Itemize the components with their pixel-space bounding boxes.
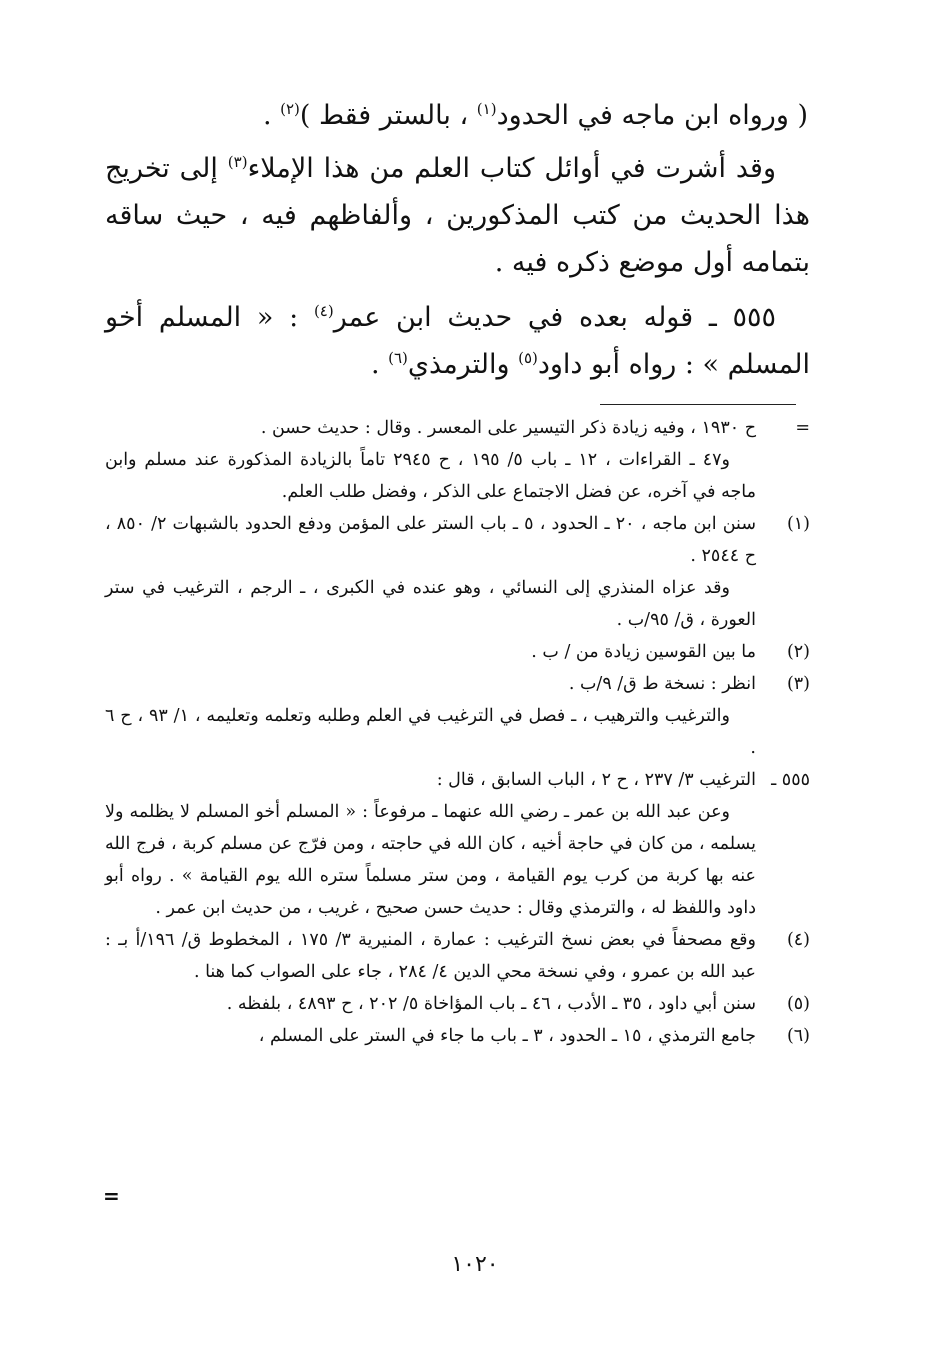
main-text-segment: ٥٥٥ ـ قوله بعده في حديث ابن عمر — [333, 302, 777, 333]
footnote-number: (٣) — [786, 674, 810, 694]
footnote-text: ح ١٩٣٠ ، وفيه زيادة ذكر التيسير على المعسر . وقال : حديث حسن . — [260, 418, 756, 438]
footnote-text: ما بين القوسين زيادة من / ب . — [531, 642, 756, 662]
footnote-ref-2: (٢) — [280, 100, 300, 118]
main-text-segment: . — [370, 349, 389, 380]
continuation-mark: = — [795, 418, 810, 438]
footnote-5 — [105, 988, 810, 1020]
main-paragraph-1 — [105, 92, 810, 139]
footnote-text: و٤٧ ـ القراءات ، ١٢ ـ باب ٥/ ١٩٥ ، ح ٢٩٤٥ تاماً بالزيادة المذكورة عند مسلم وابن ماجه في آخره، عن فضل الاجتماع على الذكر ، وفضل طلب العلم. — [105, 450, 756, 502]
footnote-6 — [105, 1020, 810, 1052]
footnote-text: وقد عزاه المنذري إلى النسائي ، وهو عنده في الكبرى ، ـ الرجم ، الترغيب في ستر العورة ، ق/ ٩٥/ب . — [105, 578, 756, 630]
footnote-text: وقع مصحفاً في بعض نسخ الترغيب : عمارة ، المنيرية ٣/ ١٧٥ ، المخطوط ق/ ١٩٦/أ بـ : عبد الله بن عمرو ، وفي نسخة محي الدين ٤/ ٢٨٤ ، جاء على الصواب كما هنا . — [105, 930, 756, 982]
footnote-ref-1: (١) — [476, 100, 497, 118]
footnote-text: والترغيب والترهيب ، ـ فصل في الترغيب في العلم وطلبه وتعلمه وتعليمه ، ١/ ٩٣ ، ح ٦ . — [105, 706, 756, 758]
main-text-segment: : « المسلم أخو المسلم » : رواه أبو داود — [105, 302, 810, 380]
main-text-segment: إلى تخريج هذا الحديث من كتب المذكورين ، وألفاظهم فيه ، حيث ساقه بتمامه أول موضع ذكره فيه . — [105, 153, 810, 278]
footnote-text: الترغيب ٣/ ٢٣٧ ، ح ٢ ، الباب السابق ، قال : — [436, 770, 756, 790]
main-text-segment: . — [262, 100, 281, 131]
footnote-number: (١) — [786, 514, 810, 534]
footnote-carryover — [105, 412, 810, 444]
footnote-4 — [105, 924, 810, 988]
footnote-separator — [600, 404, 796, 405]
footnote-3 — [105, 668, 810, 700]
main-text-segment: ( ورواه ابن ماجه في الحدود — [496, 100, 808, 131]
footnote-ref-3: (٣) — [227, 153, 248, 171]
page-number: ١٠٢٠ — [451, 1252, 499, 1277]
footnote-number: (٥) — [786, 994, 810, 1014]
footnote-2 — [105, 636, 810, 668]
continuation-mark: = — [103, 1184, 120, 1208]
footnote-ref-6: (٦) — [388, 349, 408, 367]
main-text-segment: وقد أشرت في أوائل كتاب العلم من هذا الإملاء — [247, 153, 776, 184]
main-paragraph-3 — [105, 294, 810, 388]
footnote-number: (٤) — [786, 930, 810, 950]
footnote-555 — [105, 764, 810, 796]
footnote-text: سنن ابن ماجه ، ٢٠ ـ الحدود ، ٥ ـ باب الستر على المؤمن ودفع الحدود بالشبهات ٢/ ٨٥٠ ، ح ٢٥٤٤ . — [105, 514, 756, 566]
footnote-text: انظر : نسخة ط ق/ ٩/ب . — [568, 674, 756, 694]
footnote-text: سنن أبي داود ، ٣٥ ـ الأدب ، ٤٦ ـ باب المؤاخاة ٥/ ٢٠٢ ، ح ٤٨٩٣ ، بلفظه . — [226, 994, 756, 1014]
main-text-segment: والترمذي — [407, 349, 519, 380]
footnote-number: (٦) — [786, 1026, 810, 1046]
footnotes — [105, 412, 810, 1052]
main-paragraph-2 — [105, 145, 810, 286]
footnote-ref-4: (٤) — [313, 302, 334, 320]
footnote-number: (٢) — [786, 642, 810, 662]
footnote-number: ٥٥٥ ـ — [771, 770, 810, 790]
footnote-ref-5: (٥) — [518, 349, 538, 367]
footnote-1 — [105, 508, 810, 572]
main-text-segment: ، بالستر فقط ) — [299, 100, 477, 131]
footnote-text: وعن عبد الله بن عمر ـ رضي الله عنهما ـ مرفوعاً : « المسلم أخو المسلم لا يظلمه ولا يسلمه ، من كان في حاجة أخيه ، كان الله في حاجته ، ومن فرّج عن مسلم كربة ، فرج الله عنه بها كربة من كرب يوم القيامة ، ومن ستر مسلماً ستره الله يوم القيامة » . رواه أبو داود واللفظ له ، والترمذي وقال : حديث حسن صحيح ، غريب ، من حديث ابن عمر . — [105, 802, 756, 918]
main-text — [105, 92, 810, 388]
footnote-text: جامع الترمذي ، ١٥ ـ الحدود ، ٣ ـ باب ما جاء في الستر على المسلم ، — [258, 1026, 756, 1046]
